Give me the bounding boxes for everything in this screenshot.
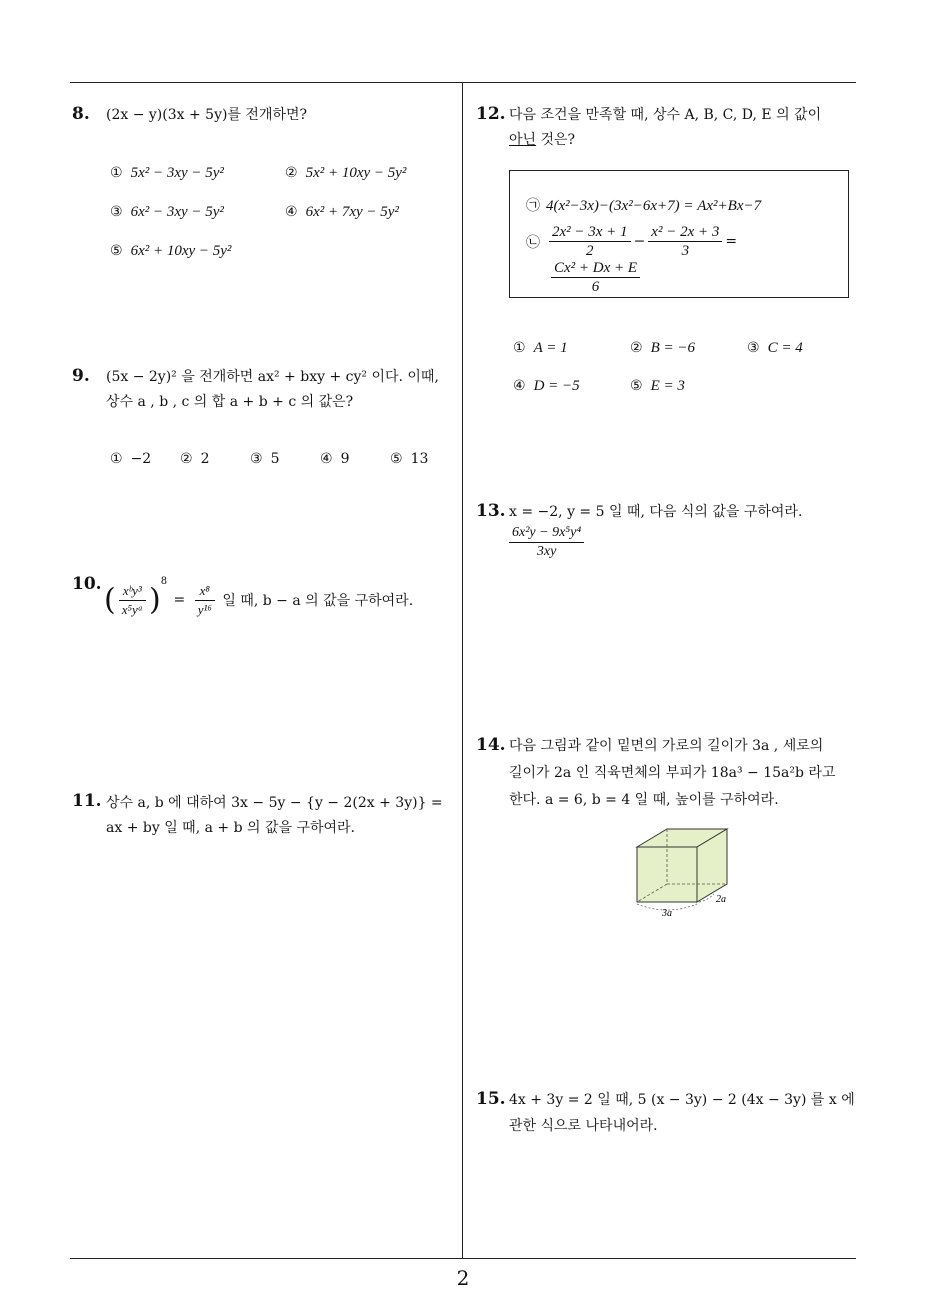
q9-option-2[interactable]: ② 2 <box>180 451 210 467</box>
cuboid-figure <box>620 822 760 922</box>
q8-option-5[interactable]: ⑤ 6x² + 10xy − 5y² <box>110 243 232 259</box>
page-number: 2 <box>456 1266 470 1290</box>
q12-option-1[interactable]: ① A = 1 <box>513 340 568 356</box>
q12-condition-1: ㉠ 4(x²−3x)−(3x²−6x+7) = Ax²+Bx−7 <box>526 198 762 214</box>
q13-number: 13. <box>476 501 506 521</box>
q12-number: 12. <box>476 104 506 124</box>
q12-option-4[interactable]: ④ D = −5 <box>513 378 580 394</box>
q13-expression: $\frac{\text{6x²y − 9x⁵y⁴}}{3xy}$ <box>506 524 587 561</box>
top-rule <box>70 82 856 83</box>
q11-line2: ax + by 일 때, a + b 의 값을 구하여라. <box>106 820 356 836</box>
bottom-rule <box>70 1258 856 1259</box>
q8-option-2[interactable]: ② 5x² + 10xy − 5y² <box>285 165 407 181</box>
q9-line2: 상수 a , b , c 의 합 a + b + c 의 값은? <box>106 394 354 410</box>
q8-option-4[interactable]: ④ 6x² + 7xy − 5y² <box>285 204 399 220</box>
q9-option-1[interactable]: ① −2 <box>110 451 152 467</box>
q10-number: 10. <box>72 574 102 594</box>
q12-condition-box <box>509 170 849 298</box>
q15-line2: 관한 식으로 나타내어라. <box>509 1118 658 1134</box>
q14-line2: 길이가 2a 인 직육면체의 부피가 18a³ − 15a²b 라고 <box>509 765 836 781</box>
q12-option-5[interactable]: ⑤ E = 3 <box>630 378 685 394</box>
q14-line3: 한다. a = 6, b = 4 일 때, 높이를 구하여라. <box>509 792 779 808</box>
q12-option-2[interactable]: ② B = −6 <box>630 340 695 356</box>
q9-option-4[interactable]: ④ 9 <box>320 451 350 467</box>
q14-line1: 다음 그림과 같이 밑면의 가로의 길이가 3a , 세로의 <box>509 738 824 754</box>
width-label: 3a <box>662 908 672 919</box>
q11-number: 11. <box>72 791 102 811</box>
q9-option-3[interactable]: ③ 5 <box>250 451 280 467</box>
q10-expression: ( $\frac{\text{xᵇy³}}{\text{x⁵yᵃ}}$ )$^8$ = $\frac{\text{x⁸}}{\text{y¹⁶}}$ 일 때, b − a 의 값을 구하여라. <box>104 576 414 618</box>
q14-number: 14. <box>476 735 506 755</box>
q8-option-3[interactable]: ③ 6x² − 3xy − 5y² <box>110 204 224 220</box>
q12-option-3[interactable]: ③ C = 4 <box>747 340 803 356</box>
q8-number: 8. <box>72 104 90 124</box>
q12-condition-2-rhs: $\frac{\text{Cx² + Dx + E}}{6}$ <box>548 259 643 296</box>
q8-option-1[interactable]: ① 5x² − 3xy − 5y² <box>110 165 224 181</box>
q12-line1: 다음 조건을 만족할 때, 상수 A, B, C, D, E 의 값이 <box>509 107 822 123</box>
q15-number: 15. <box>476 1089 506 1109</box>
q9-line1: (5x − 2y)² 을 전개하면 ax² + bxy + cy² 이다. 이때, <box>106 369 439 385</box>
q12-line2: 아닌 것은? <box>509 132 576 148</box>
depth-label: 2a <box>716 894 726 905</box>
q12-condition-2: ㉡ $\frac{\text{2x² − 3x + 1}}{2}$ − $\frac{\text{x² − 2x + 3}}{3}$ = <box>526 224 738 259</box>
q9-option-5[interactable]: ⑤ 13 <box>390 451 429 467</box>
column-divider <box>462 83 463 1258</box>
q11-line1: 상수 a, b 에 대하여 3x − 5y − {y − 2(2x + 3y)} = <box>106 795 443 811</box>
q13-text: x = −2, y = 5 일 때, 다음 식의 값을 구하여라. <box>509 504 803 520</box>
q15-line1: 4x + 3y = 2 일 때, 5 (x − 3y) − 2 (4x − 3y) 를 x 에 <box>509 1092 855 1108</box>
q8-text: (2x − y)(3x + 5y)를 전개하면? <box>106 107 308 123</box>
q9-number: 9. <box>72 366 90 386</box>
